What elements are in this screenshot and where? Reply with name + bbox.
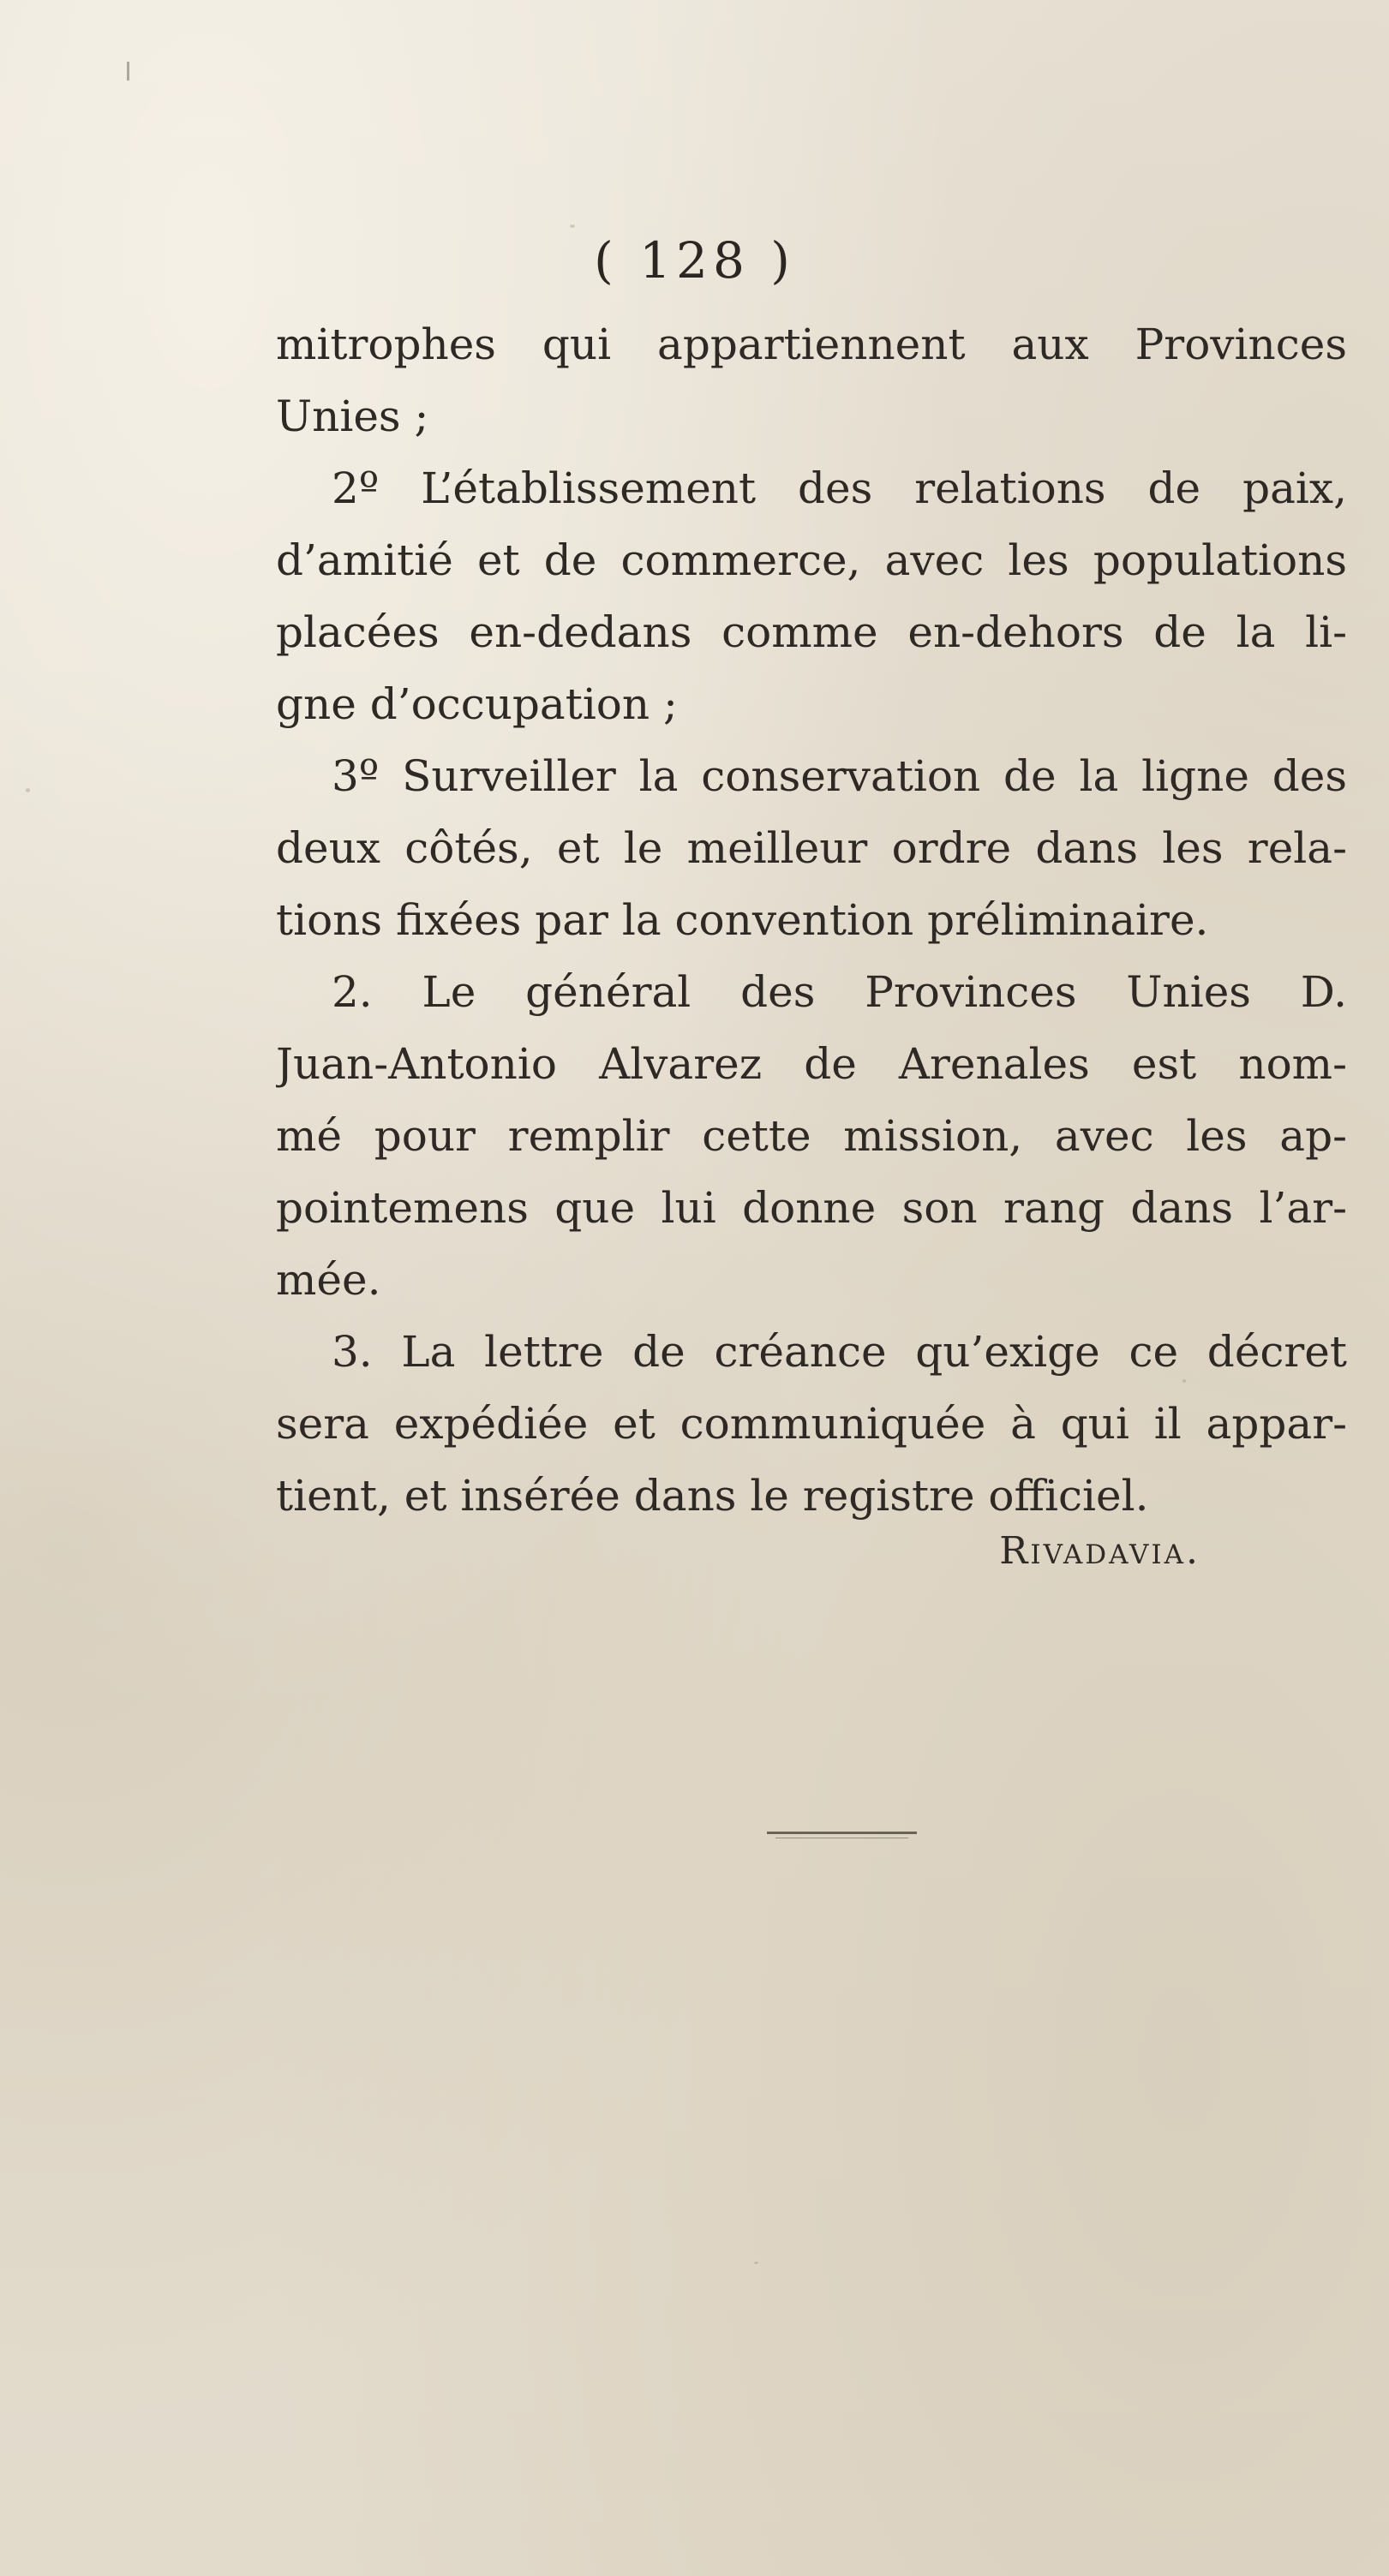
text-line-6: gne d’occupation ; bbox=[276, 679, 678, 729]
text-line-12: mé pour remplir cette mission, avec les ap- bbox=[276, 1111, 1347, 1161]
text-line-5: placées en-dedans comme en-dehors de la li- bbox=[276, 607, 1347, 657]
margin-mark bbox=[127, 62, 129, 81]
text-line-17: tient, et insérée dans le registre officiel. bbox=[276, 1471, 1149, 1521]
body-text bbox=[276, 308, 1347, 1532]
text-line-2: Unies ; bbox=[276, 391, 429, 441]
text-line-7: 3º Surveiller la conservation de la ligne des bbox=[332, 751, 1347, 801]
text-line-10: 2. Le général des Provinces Unies D. bbox=[332, 967, 1347, 1017]
closing-rule-divider bbox=[767, 1832, 917, 1834]
text-line-1: mitrophes qui appartiennent aux Provinces bbox=[276, 320, 1347, 369]
text-line-11: Juan-Antonio Alvarez de Arenales est nom- bbox=[276, 1039, 1347, 1089]
text-line-16: sera expédiée et communiquée à qui il appar- bbox=[276, 1399, 1347, 1449]
text-line-14: mée. bbox=[276, 1255, 381, 1305]
text-line-4: d’amitié et de commerce, avec les populations bbox=[276, 535, 1347, 585]
text-line-9: tions fixées par la convention préliminaire. bbox=[276, 895, 1209, 945]
signature-rivadavia: Rivadavia. bbox=[999, 1529, 1200, 1573]
text-line-8: deux côtés, et le meilleur ordre dans les rela- bbox=[276, 823, 1347, 873]
paper-speck bbox=[26, 788, 30, 792]
page-number: ( 128 ) bbox=[594, 231, 795, 290]
paper-speck bbox=[570, 224, 575, 228]
text-line-15: 3. La lettre de créance qu’exige ce décret bbox=[332, 1327, 1347, 1377]
paper-speck bbox=[754, 2262, 758, 2264]
text-line-3: 2º L’établissement des relations de paix, bbox=[332, 463, 1347, 513]
text-line-13: pointemens que lui donne son rang dans l’ar- bbox=[276, 1183, 1347, 1233]
